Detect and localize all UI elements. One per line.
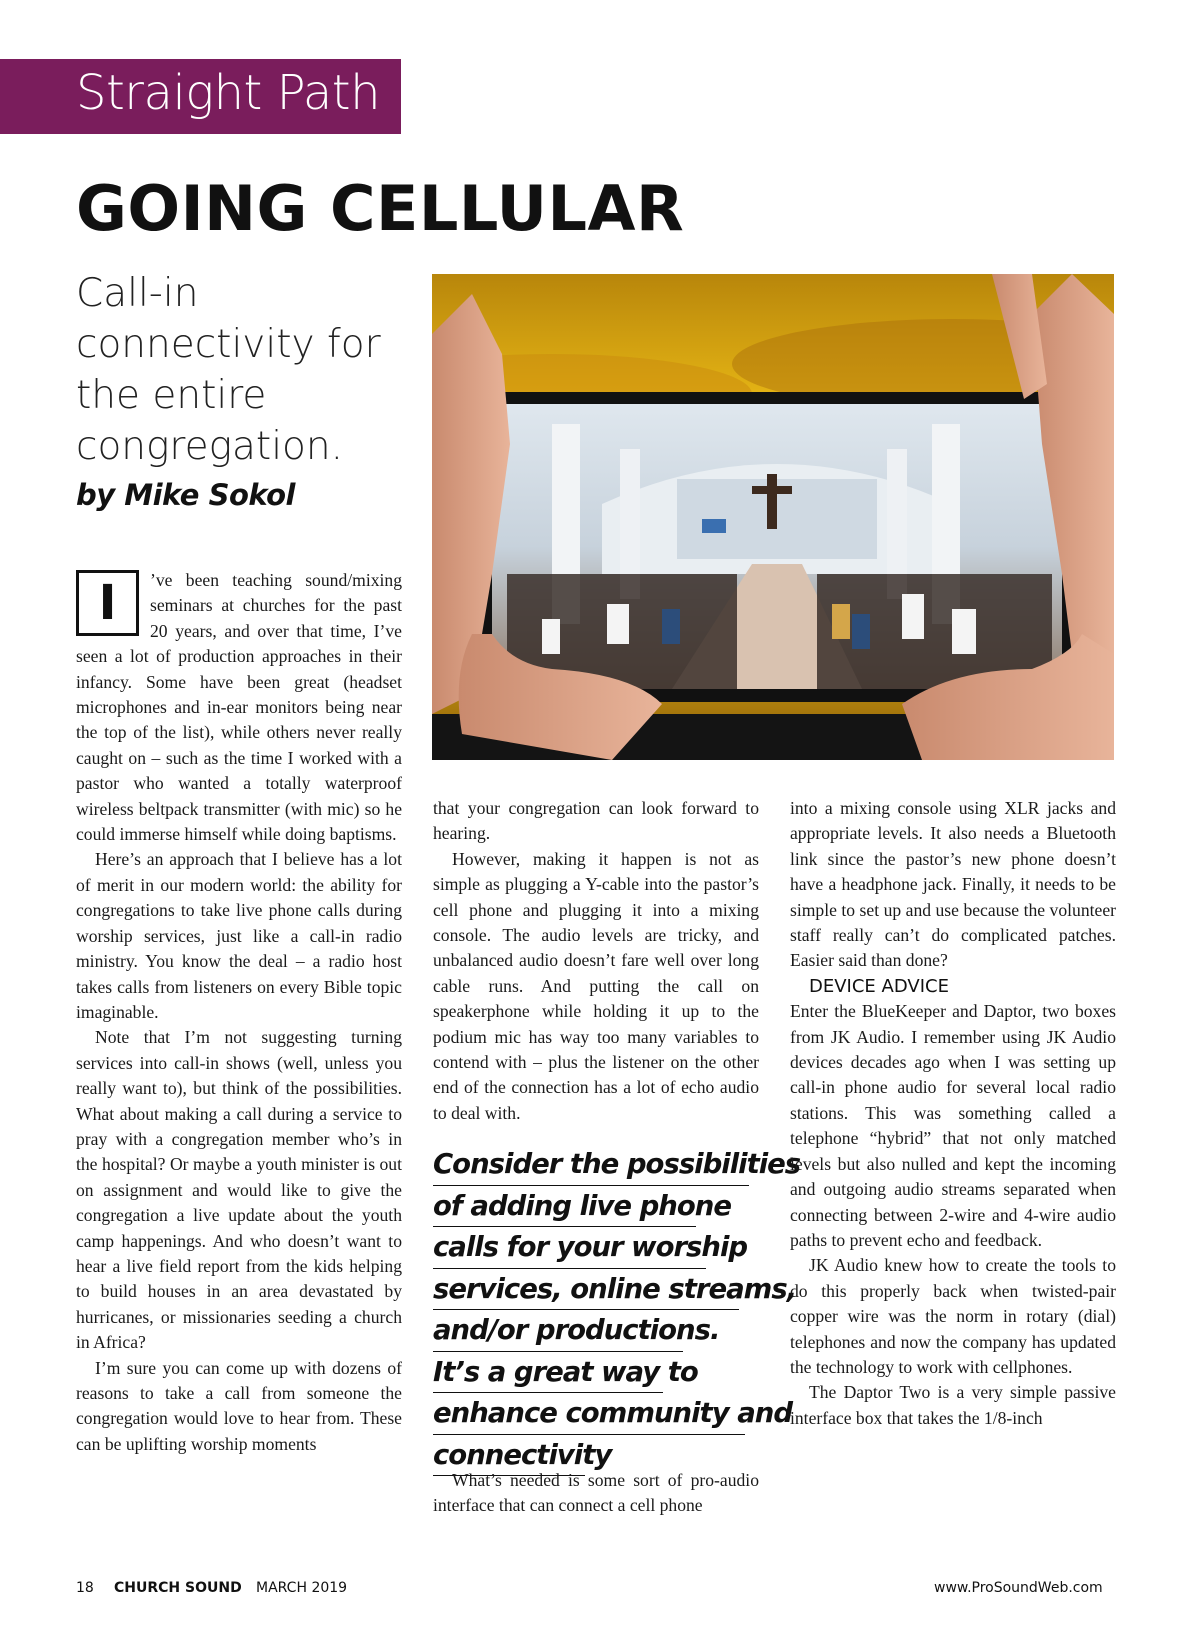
pull-quote (433, 1144, 801, 1476)
pull-quote-line: Consider the possibilities (433, 1144, 749, 1186)
paragraph: Note that I’m not suggesting turning services into call-in shows (well, unless you really want to), but think of the possibilities. What about making a call during a service to pray with a congregation member who’s in the hospital? Or maybe a youth minister is out on assignment and would like to give the congregation a live update about the youth camp happenings. And who doesn’t want to hear a live field report from the kids helping to build houses in an area devastated by hurricanes, or missionaries seeding a church in Africa? (76, 1027, 402, 1353)
pull-quote-line: of adding live phone (433, 1186, 696, 1228)
paragraph: However, making it happen is not as simple as plugging a Y-cable into the pastor’s cell phone and plugging it into a mixing console. The audio levels are tricky, and unbalanced audio doesn’t fare well over long cable runs. And putting the call on speakerphone while holding it up to the podium mic has way too many variables to contend with – plus the listener on the other end of the connection has a lot of echo audio to deal with. (433, 848, 759, 1123)
paragraph: The Daptor Two is a very simple passive interface box that takes the 1/8-inch (790, 1382, 1116, 1428)
drop-cap: I (76, 570, 139, 636)
pull-quote-line: connectivity (433, 1435, 585, 1477)
publication-name (114, 1580, 242, 1596)
subhead: Call-in connectivity for the entire congregation. (76, 271, 381, 469)
intro-text: ’ve been teaching sound/mixing seminars at churches for the past 20 years, and over that time, I’ve seen a lot of production approaches in their infancy. Some have been great (headset microphones and in-ear monitors being near the top of the list), while others never really caught on – such as the time I worked with a pastor who wanted a totally waterproof wireless beltpack transmitter (with mic) so he could immerse himself while doing baptisms. (76, 570, 402, 845)
section-label: Straight Path (76, 65, 381, 121)
pull-quote-line: It’s a great way to (433, 1352, 663, 1394)
column-3 (790, 796, 1116, 1431)
section-tab (0, 59, 401, 134)
column-2 (433, 796, 759, 1126)
byline: by Mike Sokol (76, 478, 296, 512)
publication-label: CHURCH SOUND (114, 1580, 242, 1596)
phone-congregation-illustration (432, 274, 1114, 760)
paragraph (76, 568, 402, 847)
pull-quote-line: services, online streams, (433, 1269, 739, 1311)
website-link[interactable]: www.ProSoundWeb.com (934, 1580, 1103, 1596)
headline: GOING CELLULAR (76, 172, 685, 245)
section-subhead: DEVICE ADVICE (809, 975, 949, 997)
pull-quote-line: and/or productions. (433, 1310, 683, 1352)
paragraph: Enter the BlueKeeper and Daptor, two boxes from JK Audio. I remember using JK Audio devices decades ago when I was setting up call-in phone audio for several local radio stations. This was something called a telephone “hybrid” that not only matched levels but also nulled and kept the incoming and outgoing audio streams separated when connecting between 2-wire and 4-wire audio paths to prevent echo and feedback. (790, 1001, 1116, 1250)
paragraph: Here’s an approach that I believe has a lot of merit in our modern world: the ability for congregations to take live phone calls during worship services, just like a call-in radio ministry. You know the deal – a radio host takes calls from listeners on every Bible topic imaginable. (76, 849, 402, 1022)
paragraph: I’m sure you can come up with dozens of reasons to take a call from someone the congregation would love to hear from. These can be uplifting worship moments (76, 1357, 402, 1454)
paragraph: JK Audio knew how to create the tools to do this properly back when twisted-pair copper wire was the norm in rotary (dial) telephones and now the company has updated the technology to work with cellphones. (790, 1255, 1116, 1377)
column-1 (76, 568, 402, 1457)
paragraph: What’s needed is some sort of pro-audio interface that can connect a cell phone (433, 1470, 759, 1516)
paragraph: into a mixing console using XLR jacks and appropriate levels. It also needs a Bluetooth link since the pastor’s new phone doesn’t have a headphone jack. Finally, it needs to be simple to set up and use because the volunteer staff really can’t do complicated patches. Easier said than done? (790, 798, 1116, 971)
pull-quote-line: calls for your worship (433, 1227, 706, 1269)
column-2-continued (433, 1468, 759, 1519)
paragraph: that your congregation can look forward to hearing. (433, 798, 759, 844)
article-photo (432, 274, 1114, 760)
page-number: 18 (76, 1580, 94, 1596)
pull-quote-line: enhance community and (433, 1393, 745, 1435)
issue-date: MARCH 2019 (256, 1580, 348, 1596)
